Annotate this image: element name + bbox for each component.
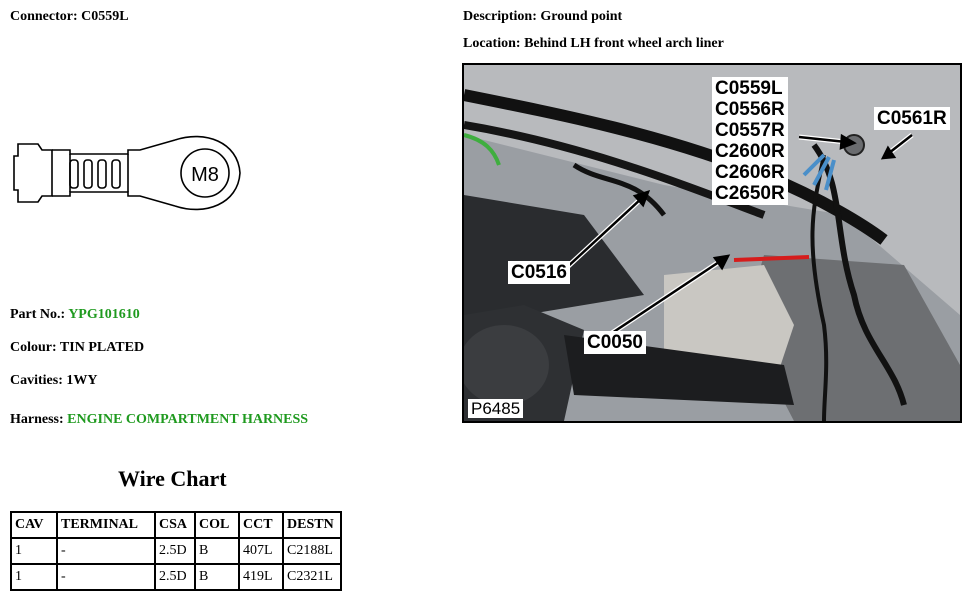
cavities-value: 1WY [66,373,98,388]
colour-value: TIN PLATED [59,340,145,355]
description-label: Description: [463,9,537,24]
wire-chart-table [10,511,342,591]
harness-label: Harness: [10,412,64,427]
cell-cct: 419L [239,564,283,590]
header-cav: CAV [11,512,57,538]
header-destn: DESTN [283,512,341,538]
cavities-line [10,373,98,389]
location-line [463,36,724,52]
location-value: Behind LH front wheel arch liner [524,36,724,51]
callout-c0556r: C0556R [715,99,785,120]
callout-c2606r: C2606R [715,162,785,183]
header-col: COL [195,512,239,538]
part-no-line [10,307,140,323]
harness-link[interactable]: ENGINE COMPARTMENT HARNESS [67,412,309,427]
location-photo [462,63,962,423]
cell-csa: 2.5D [155,564,195,590]
colour-label: Colour: [10,340,57,355]
cell-cav: 1 [11,538,57,564]
description-value: Ground point [540,9,623,24]
location-label: Location: [463,36,521,51]
harness-line [10,412,308,428]
table-row [11,564,341,590]
cell-col: B [195,538,239,564]
stud-size-label: M8 [191,164,219,186]
part-no-link[interactable]: YPG101610 [68,307,140,322]
connector-line [10,9,129,25]
cell-col: B [195,564,239,590]
callout-c2650r: C2650R [715,183,785,204]
callout-c2600r: C2600R [715,141,785,162]
wire-table-header-row [11,512,341,538]
cell-cav: 1 [11,564,57,590]
cavities-label: Cavities: [10,373,63,388]
connector-value: C0559L [81,9,129,24]
cell-destn: C2188L [283,538,341,564]
callout-c0561r: C0561R [874,107,950,130]
header-cct: CCT [239,512,283,538]
callout-c0516: C0516 [508,261,570,284]
callout-c0050: C0050 [584,331,646,354]
header-terminal: TERMINAL [57,512,155,538]
callout-connector-group [712,77,788,205]
cell-csa: 2.5D [155,538,195,564]
callout-c0559l: C0559L [715,78,783,99]
wire-chart-title: Wire Chart [118,466,227,491]
callout-c0557r: C0557R [715,120,785,141]
table-row [11,538,341,564]
cell-cct: 407L [239,538,283,564]
part-no-label: Part No.: [10,307,66,322]
cell-terminal: - [57,538,155,564]
cell-terminal: - [57,564,155,590]
description-line [463,9,622,25]
cell-destn: C2321L [283,564,341,590]
ring-terminal-drawing [10,130,260,220]
colour-line [10,340,144,356]
header-csa: CSA [155,512,195,538]
connector-label: Connector: [10,9,78,24]
photo-id: P6485 [468,399,523,418]
